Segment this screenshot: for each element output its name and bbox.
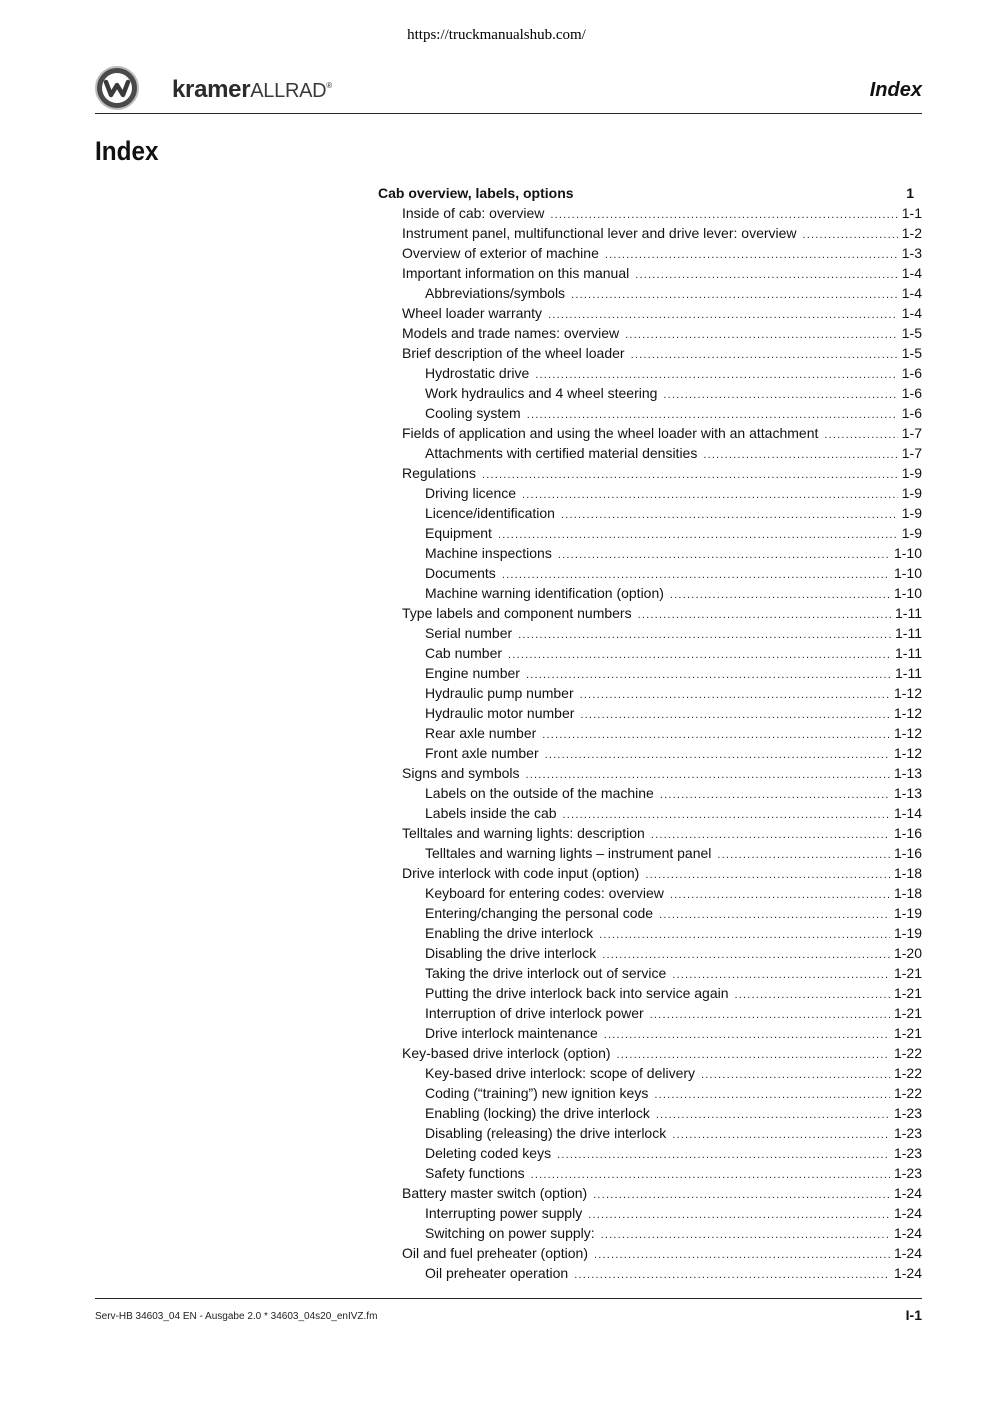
toc-entry-title: Important information on this manual <box>402 265 630 281</box>
toc-leader-dots <box>601 1225 890 1245</box>
toc-entry[interactable] <box>378 1103 922 1123</box>
toc-entry-page: 1-9 <box>901 465 922 481</box>
toc-leader-dots <box>656 1105 890 1125</box>
toc-entry-title: Licence/identification <box>425 505 555 521</box>
toc-entry[interactable] <box>378 1183 922 1203</box>
toc-entry[interactable] <box>378 423 922 443</box>
toc-entry[interactable] <box>378 563 922 583</box>
toc-entry-title: Putting the drive interlock back into service again <box>425 985 729 1001</box>
toc-entry[interactable] <box>378 543 922 563</box>
toc-entry[interactable] <box>378 1203 922 1223</box>
toc-entry-title: Deleting coded keys <box>425 1145 552 1161</box>
toc-entry-title: Models and trade names: overview <box>402 325 620 341</box>
toc-entry-page: 1-13 <box>893 765 922 781</box>
toc-entry-page: 1-12 <box>893 745 922 761</box>
toc-entry[interactable] <box>378 843 922 863</box>
toc-entry-page: 1-11 <box>895 625 922 641</box>
toc-entry-title: Instrument panel, multifunctional lever and drive lever: overview <box>402 225 797 241</box>
toc-entry-title: Documents <box>425 565 496 581</box>
toc-entry-title: Interrupting power supply <box>425 1205 583 1221</box>
toc-entry-title: Hydraulic motor number <box>425 705 575 721</box>
toc-leader-dots <box>593 1185 890 1205</box>
toc-entry[interactable] <box>378 1143 922 1163</box>
toc-entry[interactable] <box>378 1003 922 1023</box>
toc-entry[interactable] <box>378 283 922 303</box>
toc-entry-page: 1-11 <box>895 665 922 681</box>
toc-entry-page: 1-1 <box>901 205 922 221</box>
toc-leader-dots <box>604 1025 890 1045</box>
toc-leader-dots <box>617 1045 890 1065</box>
toc-entry[interactable] <box>378 743 922 763</box>
toc-entry-title: Machine warning identification (option) <box>425 585 664 601</box>
toc-entry-page: 1-24 <box>893 1225 922 1241</box>
toc-entry-title: Serial number <box>425 625 513 641</box>
toc-entry-title: Cooling system <box>425 405 521 421</box>
toc-leader-dots <box>703 445 897 465</box>
toc-leader-dots <box>561 505 898 525</box>
toc-entry-title: Inside of cab: overview <box>402 205 545 221</box>
toc-entry-title: Disabling the drive interlock <box>425 945 597 961</box>
toc-entry-page: 1-9 <box>901 525 922 541</box>
toc-entry-title: Battery master switch (option) <box>402 1185 588 1201</box>
toc-entry-page: 1-12 <box>893 705 922 721</box>
toc-entry-page: 1-6 <box>901 405 922 421</box>
toc-leader-dots <box>542 725 890 745</box>
toc-entry-page: 1-11 <box>895 605 922 621</box>
toc-entry[interactable] <box>378 1043 922 1063</box>
toc-entry-title: Cab overview, labels, options <box>378 185 574 201</box>
toc-leader-dots <box>599 925 890 945</box>
toc-entry-page: 1-23 <box>893 1105 922 1121</box>
toc-entry[interactable] <box>378 603 922 623</box>
toc-leader-dots <box>535 365 898 385</box>
toc-entry-title: Enabling (locking) the drive interlock <box>425 1105 650 1121</box>
toc-entry[interactable] <box>378 1243 922 1263</box>
toc-entry[interactable] <box>378 1063 922 1083</box>
toc-entry[interactable] <box>378 783 922 803</box>
toc-entry-title: Rear axle number <box>425 725 537 741</box>
toc-entry[interactable] <box>378 223 922 243</box>
toc-leader-dots <box>638 605 891 625</box>
toc-leader-dots <box>650 1005 890 1025</box>
toc-entry-title: Equipment <box>425 525 492 541</box>
toc-entry[interactable] <box>378 963 922 983</box>
toc-entry[interactable] <box>378 1123 922 1143</box>
source-url[interactable]: https://truckmanualshub.com/ <box>407 27 586 43</box>
toc-entry[interactable] <box>378 523 922 543</box>
toc-entry-page: 1-19 <box>893 905 922 921</box>
toc-leader-dots <box>531 1165 890 1185</box>
toc-entry[interactable] <box>378 403 922 423</box>
toc-leader-dots <box>670 885 890 905</box>
toc-entry[interactable] <box>378 1263 922 1283</box>
toc-leader-dots <box>588 1205 890 1225</box>
toc-entry-page: 1-22 <box>893 1085 922 1101</box>
toc-leader-dots <box>645 865 890 885</box>
toc-entry-title: Enabling the drive interlock <box>425 925 594 941</box>
toc-leader-dots <box>670 585 890 605</box>
toc-leader-dots <box>824 425 897 445</box>
toc-entry[interactable] <box>378 983 922 1003</box>
toc-entry-page: 1-24 <box>893 1245 922 1261</box>
toc-entry[interactable] <box>378 203 922 223</box>
toc-entry[interactable] <box>378 863 922 883</box>
toc-leader-dots <box>635 265 898 285</box>
toc-leader-dots <box>571 285 898 305</box>
page-header <box>95 66 922 116</box>
toc-entry-title: Coding (“training”) new ignition keys <box>425 1085 649 1101</box>
toc-entry[interactable] <box>378 303 922 323</box>
toc-entry-title: Wheel loader warranty <box>402 305 543 321</box>
toc-entry[interactable] <box>378 703 922 723</box>
toc-entry[interactable] <box>378 1023 922 1043</box>
toc-leader-dots <box>605 245 898 265</box>
toc-entry-page: 1-3 <box>901 245 922 261</box>
toc-entry-page: 1-13 <box>893 785 922 801</box>
toc-leader-dots <box>557 1145 890 1165</box>
toc-entry-page: 1-5 <box>901 345 922 361</box>
toc-section-entry[interactable] <box>378 183 922 203</box>
toc-leader-dots <box>526 765 890 785</box>
toc-entry-page: 1-20 <box>893 945 922 961</box>
toc-entry[interactable] <box>378 623 922 643</box>
toc-leader-dots <box>574 1265 890 1285</box>
toc-entry-page: 1 <box>906 185 914 201</box>
toc-entry-page: 1-5 <box>901 325 922 341</box>
toc-entry-title: Attachments with certified material densities <box>425 445 698 461</box>
toc-leader-dots <box>522 485 898 505</box>
toc-leader-dots <box>545 745 890 765</box>
toc-entry[interactable] <box>378 503 922 523</box>
toc-leader-dots <box>526 665 891 685</box>
toc-entry-page: 1-9 <box>901 505 922 521</box>
toc-entry-page: 1-21 <box>893 1005 922 1021</box>
toc-entry-title: Key-based drive interlock (option) <box>402 1045 611 1061</box>
toc-entry-page: 1-7 <box>901 445 922 461</box>
toc-entry-page: 1-6 <box>901 385 922 401</box>
header-title: Index <box>869 79 922 101</box>
toc-leader-dots <box>580 705 890 725</box>
toc-entry-title: Entering/changing the personal code <box>425 905 654 921</box>
toc-entry-title: Work hydraulics and 4 wheel steering <box>425 385 658 401</box>
toc-leader-dots <box>558 545 890 565</box>
toc-entry[interactable] <box>378 763 922 783</box>
brand-name-bold: kramer <box>172 76 251 103</box>
toc-entry-page: 1-24 <box>893 1185 922 1201</box>
toc-entry[interactable] <box>378 1223 922 1243</box>
toc-entry-title: Engine number <box>425 665 520 681</box>
toc-leader-dots <box>660 785 890 805</box>
toc-entry-page: 1-9 <box>901 485 922 501</box>
toc-entry-page: 1-7 <box>901 425 922 441</box>
toc-leader-dots <box>735 985 890 1005</box>
toc-entry-page: 1-16 <box>893 845 922 861</box>
toc-leader-dots <box>803 225 898 245</box>
brand-logotype <box>172 76 332 104</box>
toc-leader-dots <box>563 805 890 825</box>
toc-leader-dots <box>654 1085 890 1105</box>
toc-entry-page: 1-24 <box>893 1205 922 1221</box>
toc-entry[interactable] <box>378 343 922 363</box>
toc-leader-dots <box>659 905 890 925</box>
toc-entry-title: Hydrostatic drive <box>425 365 530 381</box>
brand-name-light: ALLRAD <box>250 80 327 102</box>
toc-entry-title: Taking the drive interlock out of service <box>425 965 667 981</box>
toc-entry[interactable] <box>378 443 922 463</box>
toc-leader-dots <box>482 465 898 485</box>
toc-entry-title: Overview of exterior of machine <box>402 245 599 261</box>
toc-entry-page: 1-11 <box>895 645 922 661</box>
toc-entry[interactable] <box>378 1083 922 1103</box>
toc-entry[interactable] <box>378 943 922 963</box>
toc-entry-title: Cab number <box>425 645 503 661</box>
toc-entry-title: Signs and symbols <box>402 765 520 781</box>
toc-entry[interactable] <box>378 363 922 383</box>
toc-entry-title: Key-based drive interlock: scope of delivery <box>425 1065 696 1081</box>
toc-entry-title: Brief description of the wheel loader <box>402 345 625 361</box>
toc-entry-title: Regulations <box>402 465 476 481</box>
toc-entry-title: Telltales and warning lights – instrument panel <box>425 845 712 861</box>
toc-leader-dots <box>625 325 898 345</box>
toc-entry-title: Oil and fuel preheater (option) <box>402 1245 588 1261</box>
toc-entry-title: Safety functions <box>425 1165 525 1181</box>
toc-entry[interactable] <box>378 883 922 903</box>
toc-leader-dots <box>498 525 898 545</box>
toc-entry[interactable] <box>378 723 922 743</box>
kramer-logo-icon <box>95 66 139 110</box>
toc-entry-page: 1-10 <box>893 585 922 601</box>
toc-entry-page: 1-4 <box>901 305 922 321</box>
toc-entry-page: 1-12 <box>893 725 922 741</box>
toc-leader-dots <box>651 825 890 845</box>
footer-page-number: I-1 <box>905 1307 922 1323</box>
toc-entry-page: 1-23 <box>893 1145 922 1161</box>
toc-entry-page: 1-10 <box>893 545 922 561</box>
toc-leader-dots <box>602 945 890 965</box>
toc-entry[interactable] <box>378 683 922 703</box>
toc-entry-title: Front axle number <box>425 745 539 761</box>
toc-entry-page: 1-12 <box>893 685 922 701</box>
toc-entry-page: 1-23 <box>893 1125 922 1141</box>
toc-entry[interactable] <box>378 823 922 843</box>
toc-leader-dots <box>663 385 897 405</box>
toc-entry-page: 1-21 <box>893 1025 922 1041</box>
brand-registered-mark: ® <box>326 81 332 90</box>
toc-entry-page: 1-24 <box>893 1265 922 1281</box>
toc-entry-page: 1-4 <box>901 265 922 281</box>
toc-entry[interactable] <box>378 663 922 683</box>
toc-entry-title: Type labels and component numbers <box>402 605 632 621</box>
toc-entry-page: 1-14 <box>893 805 922 821</box>
toc-entry-title: Interruption of drive interlock power <box>425 1005 644 1021</box>
toc-entry-page: 1-21 <box>893 985 922 1001</box>
toc-entry-title: Fields of application and using the wheel loader with an attachment <box>402 425 819 441</box>
toc-entry-title: Hydraulic pump number <box>425 685 574 701</box>
toc-entry[interactable] <box>378 903 922 923</box>
toc-entry-page: 1-18 <box>893 885 922 901</box>
toc-entry-page: 1-19 <box>893 925 922 941</box>
toc-entry-page: 1-4 <box>901 285 922 301</box>
toc-entry[interactable] <box>378 923 922 943</box>
toc-entry-title: Labels on the outside of the machine <box>425 785 654 801</box>
toc-entry-title: Drive interlock with code input (option) <box>402 865 640 881</box>
toc-entry-page: 1-22 <box>893 1045 922 1061</box>
toc-leader-dots <box>672 1125 890 1145</box>
toc-leader-dots <box>527 405 898 425</box>
header-rule <box>95 113 922 114</box>
toc-leader-dots <box>502 565 890 585</box>
toc-leader-dots <box>631 345 898 365</box>
toc-entry[interactable] <box>378 483 922 503</box>
toc-leader-dots <box>550 205 897 225</box>
toc-entry[interactable] <box>378 643 922 663</box>
toc-entry-title: Switching on power supply: <box>425 1225 595 1241</box>
toc-entry[interactable] <box>378 243 922 263</box>
toc-entry[interactable] <box>378 263 922 283</box>
toc-entry-page: 1-22 <box>893 1065 922 1081</box>
toc-entry-title: Telltales and warning lights: description <box>402 825 645 841</box>
toc-entry-title: Disabling (releasing) the drive interlock <box>425 1125 667 1141</box>
toc-entry-title: Machine inspections <box>425 545 552 561</box>
toc-entry-title: Labels inside the cab <box>425 805 557 821</box>
toc-entry-page: 1-10 <box>893 565 922 581</box>
table-of-contents <box>378 183 922 1283</box>
footer-document-id: Serv-HB 34603_04 EN - Ausgabe 2.0 * 34603_04s20_enIVZ.fm <box>95 1311 378 1322</box>
toc-leader-dots <box>548 305 898 325</box>
toc-entry-page: 1-2 <box>901 225 922 241</box>
toc-entry[interactable] <box>378 1163 922 1183</box>
toc-leader-dots <box>672 965 890 985</box>
toc-entry[interactable] <box>378 583 922 603</box>
page-title: Index <box>95 136 159 166</box>
toc-entry-page: 1-16 <box>893 825 922 841</box>
toc-leader-dots <box>518 625 891 645</box>
toc-entry-page: 1-18 <box>893 865 922 881</box>
toc-entry-page: 1-6 <box>901 365 922 381</box>
toc-entry[interactable] <box>378 323 922 343</box>
toc-entry[interactable] <box>378 463 922 483</box>
toc-entry-title: Oil preheater operation <box>425 1265 569 1281</box>
toc-entry-title: Drive interlock maintenance <box>425 1025 598 1041</box>
toc-leader-dots <box>508 645 891 665</box>
toc-leader-dots <box>580 685 890 705</box>
toc-entry-title: Abbreviations/symbols <box>425 285 566 301</box>
footer-rule <box>95 1298 922 1299</box>
toc-entry-page: 1-23 <box>893 1165 922 1181</box>
toc-leader-dots <box>701 1065 890 1085</box>
toc-entry[interactable] <box>378 803 922 823</box>
toc-entry-title: Driving licence <box>425 485 517 501</box>
toc-entry-page: 1-21 <box>893 965 922 981</box>
toc-leader-dots <box>594 1245 890 1265</box>
toc-entry[interactable] <box>378 383 922 403</box>
toc-entry-title: Keyboard for entering codes: overview <box>425 885 664 901</box>
toc-leader-dots <box>717 845 890 865</box>
